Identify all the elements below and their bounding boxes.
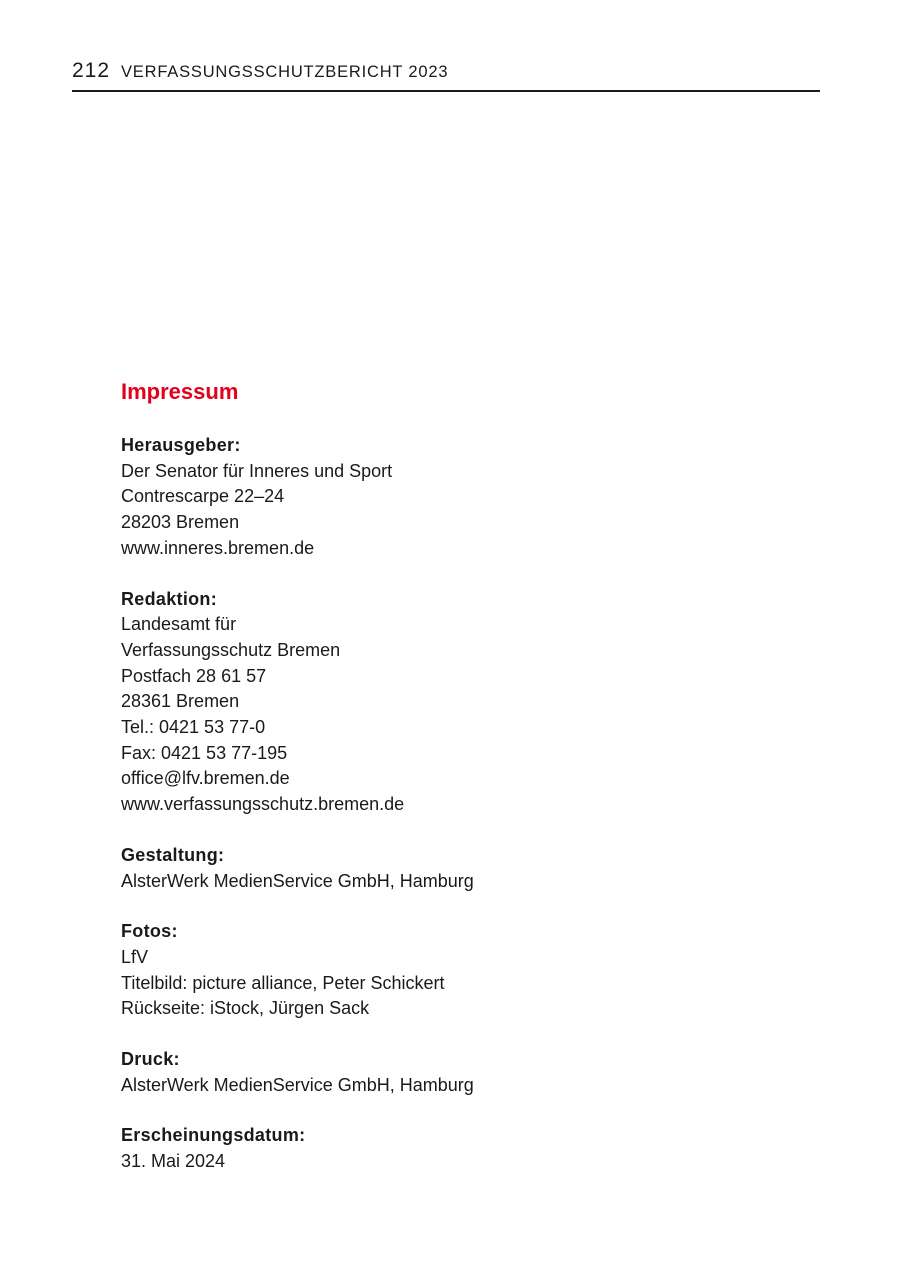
publisher-city: 28203 Bremen [121,512,240,533]
photo-credit-back: Rückseite: iStock, Jürgen Sack [121,998,370,1019]
publisher-street: Contrescarpe 22–24 [121,486,285,507]
design-credit: AlsterWerk MedienService GmbH, Hamburg [121,870,474,891]
running-title: VERFASSUNGSSCHUTZBERICHT 2023 [121,63,449,81]
photo-credit-cover: Titelbild: picture alliance, Peter Schickert [121,972,445,993]
section-gestaltung [121,843,721,894]
section-heading: Fotos: [121,921,178,942]
editor-fax: Fax: 0421 53 77-195 [121,742,288,763]
print-credit: AlsterWerk MedienService GmbH, Hamburg [121,1074,474,1095]
editor-postbox: Postfach 28 61 57 [121,665,267,686]
section-heading: Gestaltung: [121,844,225,865]
impressum-block [121,377,721,1200]
editor-website: www.verfassungsschutz.bremen.de [121,794,405,815]
editor-email: office@lfv.bremen.de [121,768,290,789]
editor-phone: Tel.: 0421 53 77-0 [121,717,266,738]
publisher-website: www.inneres.bremen.de [121,537,315,558]
impressum-title: Impressum [121,379,239,404]
section-herausgeber [121,433,721,562]
section-heading: Druck: [121,1049,180,1070]
section-fotos [121,919,721,1022]
section-erscheinungsdatum [121,1123,721,1174]
section-heading: Erscheinungsdatum: [121,1125,306,1146]
publication-date: 31. Mai 2024 [121,1151,226,1172]
photo-credit: LfV [121,946,149,967]
section-redaktion [121,587,721,818]
editor-city: 28361 Bremen [121,691,240,712]
section-heading: Herausgeber: [121,435,241,455]
section-heading: Redaktion: [121,588,218,609]
page-number: 212 [72,59,111,82]
page-header [72,58,820,92]
section-druck [121,1047,721,1098]
publisher-name: Der Senator für Inneres und Sport [121,460,393,481]
editor-name-line-2: Verfassungsschutz Bremen [121,639,341,660]
editor-name-line-1: Landesamt für [121,614,237,635]
